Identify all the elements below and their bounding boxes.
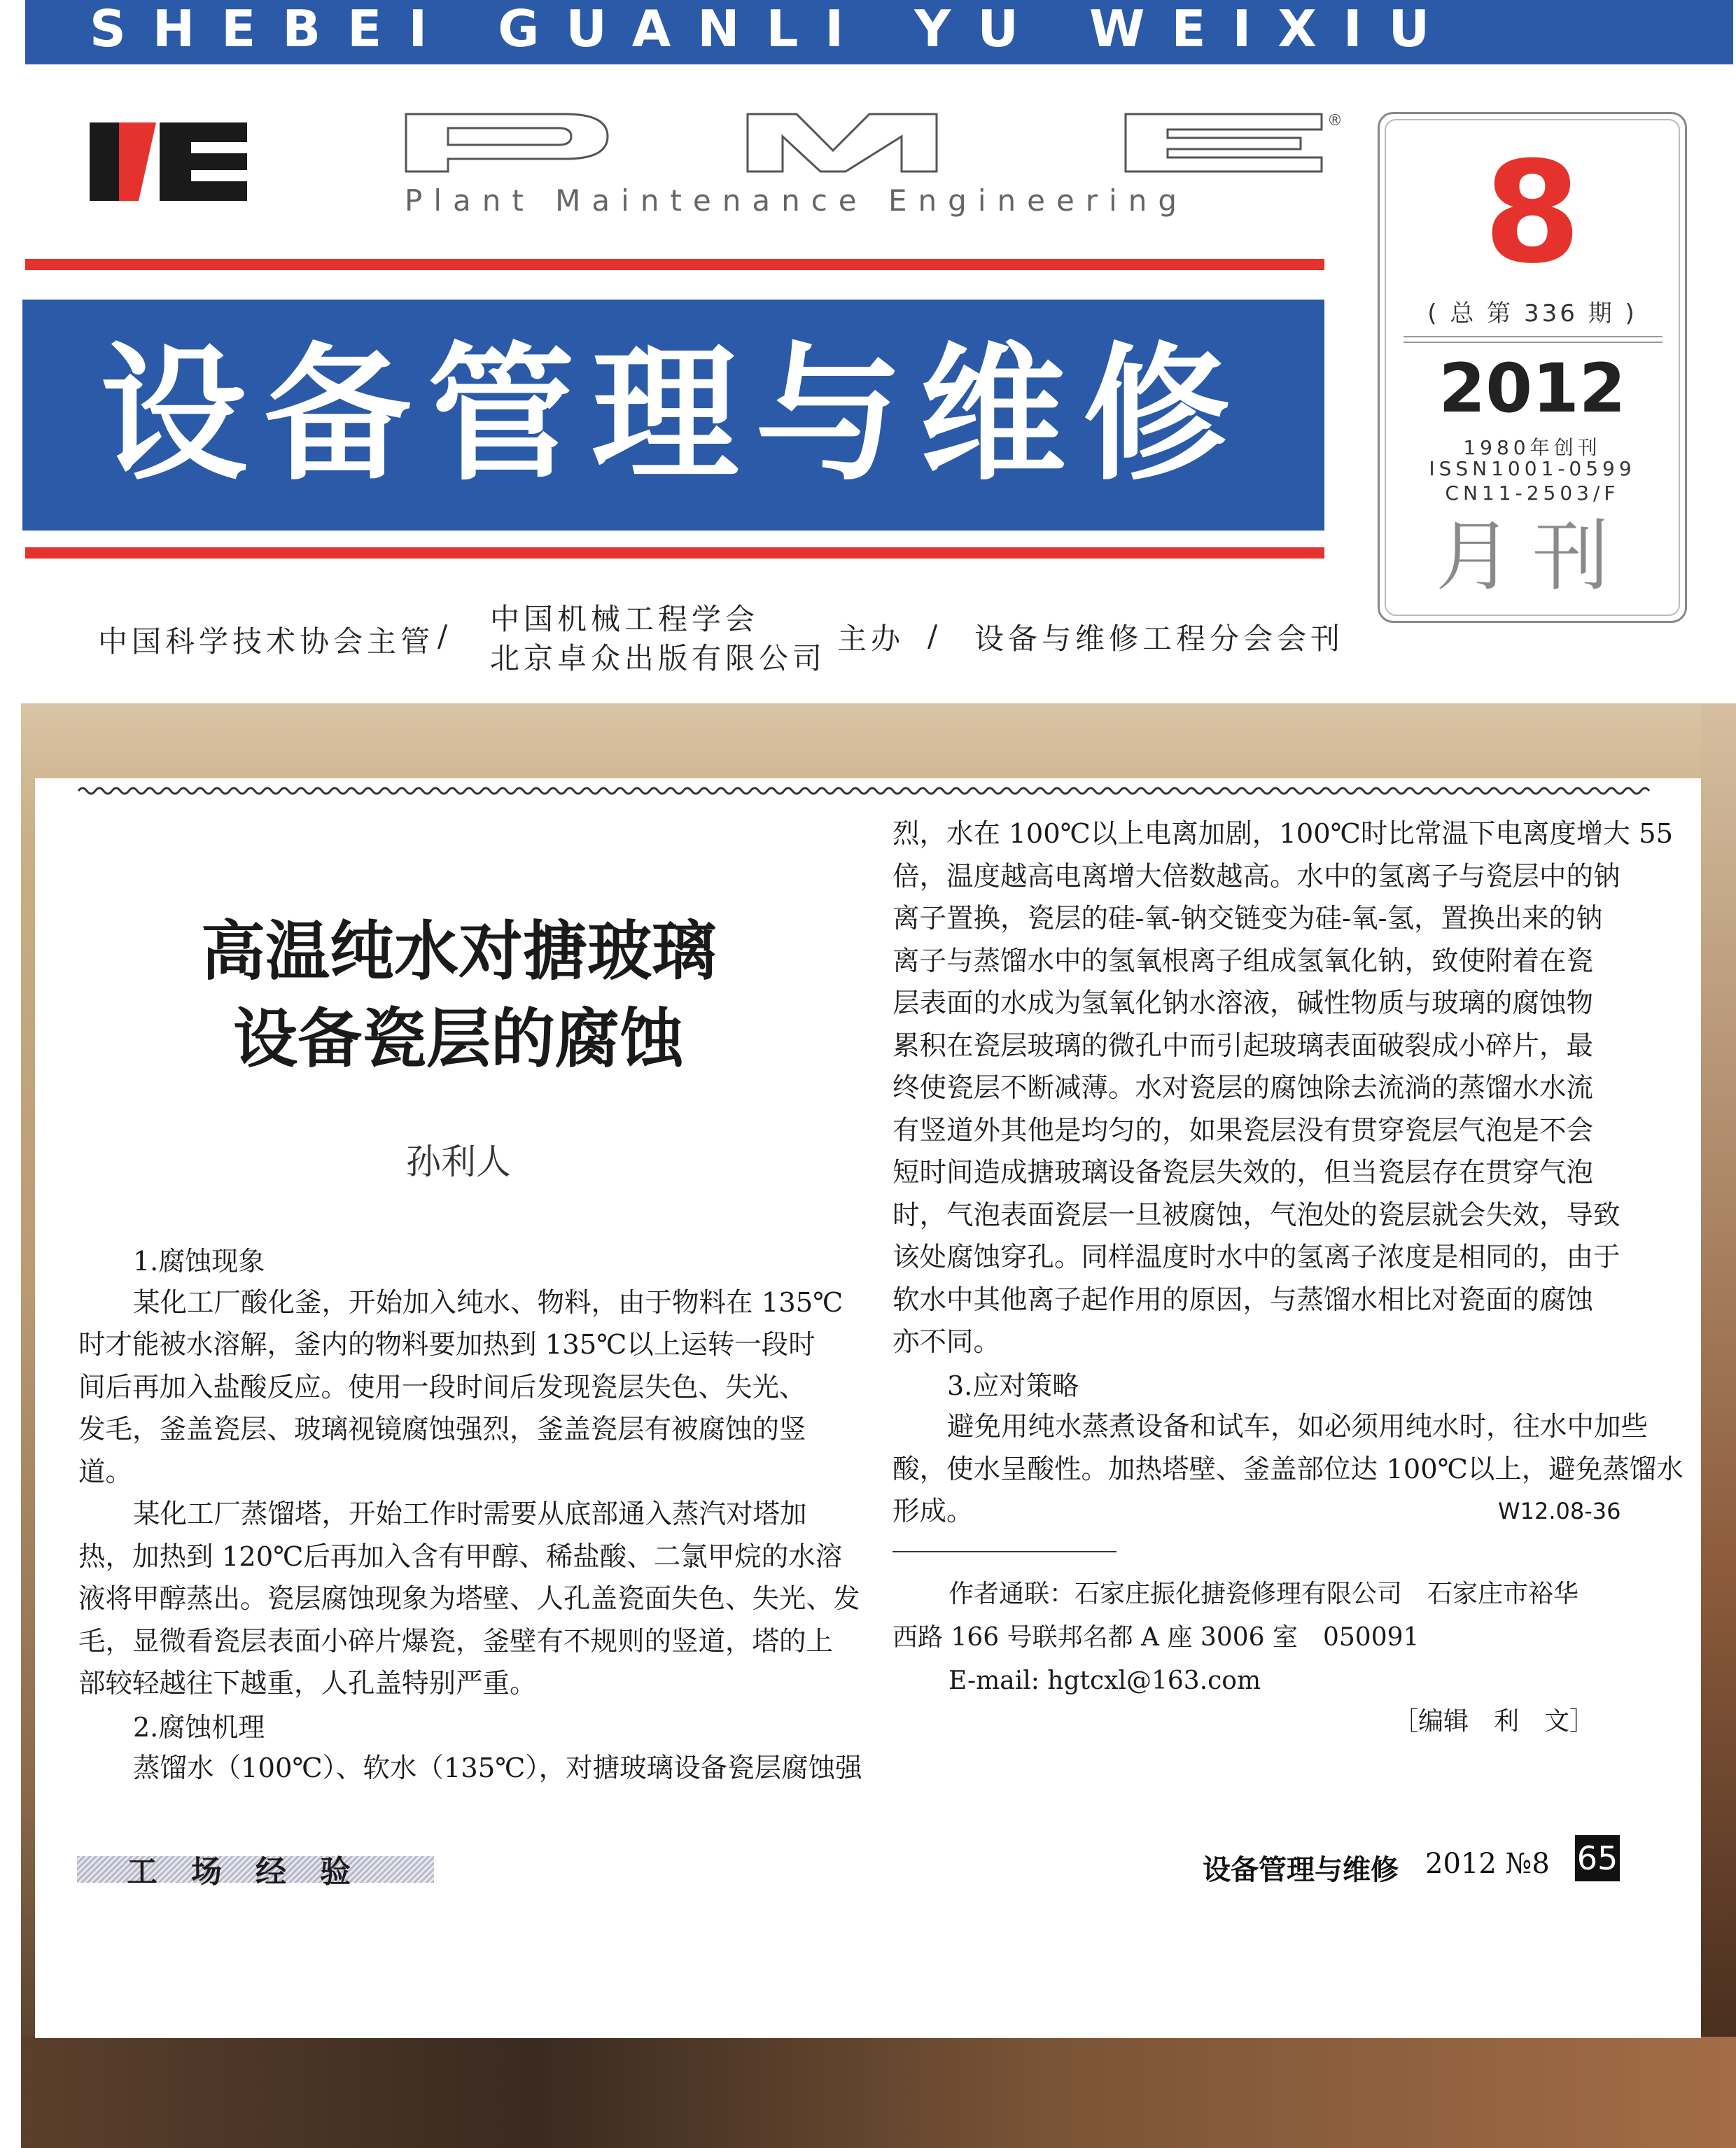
right-column-line-line: 时，气泡表面瓷层一旦被腐蚀，气泡处的瓷层就会失效，导致 <box>892 1199 1620 1231</box>
right-column-line-line: 烈，水在 100℃以上电离加剧，100℃时比常温下电离度增大 55 <box>892 818 1674 850</box>
sponsor-separator-2: / <box>927 619 942 653</box>
right-column-line-line: 该处腐蚀穿孔。同样温度时水中的氢离子浓度是相同的，由于 <box>892 1242 1620 1273</box>
left-column-first-line: 蒸馏水（100℃）、软水（135℃），对搪玻璃设备瓷层腐蚀强 <box>133 1753 862 1784</box>
issn-number: ISSN1001-0599 <box>1429 457 1636 480</box>
right-column-line-line: 酸，使水呈酸性。加热塔壁、釜盖部位达 100℃以上，避免蒸馏水 <box>892 1453 1684 1485</box>
left-column-line-line: 部较轻越往下越重，人孔盖特别严重。 <box>78 1668 537 1699</box>
right-column-line-line: 层表面的水成为氢氧化钠水溶液，碱性物质与玻璃的腐蚀物 <box>892 988 1594 1019</box>
left-column-heading-line: 1.腐蚀现象 <box>133 1246 265 1277</box>
footer-journal-title: 设备管理与维修 <box>1203 1854 1399 1886</box>
right-column-heading-line: 3.应对策略 <box>947 1370 1079 1401</box>
sponsor-separator-1: / <box>438 619 452 653</box>
article-author: 孙利人 <box>406 1142 511 1182</box>
article-title-line-1: 高温纯水对搪玻璃 <box>200 914 716 989</box>
right-column-line-line: 有竖道外其他是均匀的，如果瓷层没有贯穿瓷层气泡是不会 <box>892 1114 1594 1146</box>
right-column-line-line: 短时间造成搪玻璃设备瓷层失效的，但当瓷层存在贯穿气泡 <box>892 1157 1594 1188</box>
me-logo-icon <box>90 115 247 206</box>
issue-divider-1 <box>1404 336 1662 337</box>
right-column-line-line: 软水中其他离子起作用的原因，与蒸馏水相比对瓷面的腐蚀 <box>892 1284 1594 1316</box>
right-column-line-line: 亦不同。 <box>892 1326 1001 1358</box>
article-title-line-2: 设备瓷层的腐蚀 <box>232 1002 684 1076</box>
red-stripe-bottom <box>25 547 1324 559</box>
article-code: W12.08-36 <box>1498 1498 1621 1524</box>
svg-text:®: ® <box>1327 112 1343 129</box>
journal-title: 设备管理与维修 <box>99 329 1247 500</box>
footnote-rule <box>892 1551 1116 1552</box>
right-column-line-line: 终使瓷层不断减薄。水对瓷层的腐蚀除去流淌的蒸馏水水流 <box>892 1072 1594 1104</box>
right-column-line-line: 离子置换，瓷层的硅-氧-钠交链变为硅-氧-氢，置换出来的钠 <box>892 903 1603 934</box>
right-column-line-line: 倍，温度越高电离增大倍数越高。水中的氢离子与瓷层中的钠 <box>892 860 1620 892</box>
page-number: 65 <box>1575 1835 1620 1881</box>
right-column-line-line: 离子与蒸馏水中的氢氧根离子组成氢氧化钠，致使附着在瓷 <box>892 945 1594 977</box>
left-column-line-line: 时才能被水溶解，釜内的物料要加热到 135℃以上运转一段时 <box>78 1329 816 1361</box>
branch-journal-text: 设备与维修工程分会会刊 <box>974 622 1345 656</box>
host-organization-1: 中国机械工程学会 <box>490 602 760 636</box>
left-column-first-line: 某化工厂酸化釜，开始加入纯水、物料，由于物料在 135℃ <box>133 1286 844 1319</box>
contact-line-2: 西路 166 号联邦名都 A 座 3006 室 050091 <box>892 1623 1420 1652</box>
background-photo-bottom <box>21 2037 1736 2148</box>
section-name: 工场经验 <box>127 1854 384 1890</box>
supervisor-text: 中国科学技术协会主管 <box>98 624 435 659</box>
wavy-divider <box>78 785 1653 796</box>
left-column-heading-line: 2.腐蚀机理 <box>133 1711 265 1743</box>
right-column-line-line: 形成。 <box>892 1496 974 1527</box>
left-column-line-line: 热，加热到 120℃后再加入含有甲醇、稀盐酸、二氯甲烷的水溶 <box>78 1540 843 1573</box>
left-column-line-line: 间后再加入盐酸反应。使用一段时间后发现瓷层失色、失光、 <box>78 1371 806 1403</box>
left-column-line-line: 毛，显微看瓷层表面小碎片爆瓷，釜壁有不规则的竖道，塔的上 <box>78 1625 834 1657</box>
pme-outline-logo <box>405 108 1343 192</box>
left-column-line-line: 道。 <box>78 1456 133 1488</box>
host-label: 主办 <box>837 622 905 656</box>
contact-line-1: 作者通联：石家庄振化搪瓷修理有限公司 石家庄市裕华 <box>948 1580 1579 1608</box>
left-column-line-line: 液将甲醇蒸出。瓷层腐蚀现象为塔壁、人孔盖瓷面失色、失光、发 <box>78 1583 860 1615</box>
left-column-line-line: 发毛，釜盖瓷层、玻璃视镜腐蚀强烈，釜盖瓷层有被腐蚀的竖 <box>78 1414 806 1445</box>
founded-year: 1980年创刊 <box>1463 436 1602 459</box>
cn-number: CN11-2503/F <box>1445 482 1620 505</box>
pme-subtitle: Plant Maintenance Engineering <box>405 183 1188 218</box>
footer-issue: 2012 №8 <box>1425 1848 1550 1880</box>
red-stripe-top <box>25 259 1324 270</box>
issue-number: 8 <box>1483 132 1581 295</box>
total-issue: ( 总 第 336 期 ) <box>1427 300 1637 328</box>
contact-email[interactable]: E-mail: hgtcxl@163.com <box>948 1666 1261 1695</box>
editor-credit: ［编辑 利 文］ <box>1393 1707 1595 1736</box>
right-column-line-line: 累积在瓷层玻璃的微孔中而引起玻璃表面破裂成小碎片，最 <box>892 1030 1594 1062</box>
publication-frequency: 月刊 <box>1436 512 1629 601</box>
top-pinyin-band: SHEBEI GUANLI YU WEIXIU <box>25 0 1733 64</box>
background-photo-edge <box>1701 703 1736 2148</box>
right-column-first-line: 避免用纯水蒸煮设备和试车，如必须用纯水时，往水中加些 <box>947 1411 1648 1442</box>
issue-divider-2 <box>1404 342 1662 343</box>
host-organization-2: 北京卓众出版有限公司 <box>490 641 827 675</box>
left-column-first-line: 某化工厂蒸馏塔，开始工作时需要从底部通入蒸汽对塔加 <box>133 1498 807 1530</box>
issue-year: 2012 <box>1438 349 1626 428</box>
